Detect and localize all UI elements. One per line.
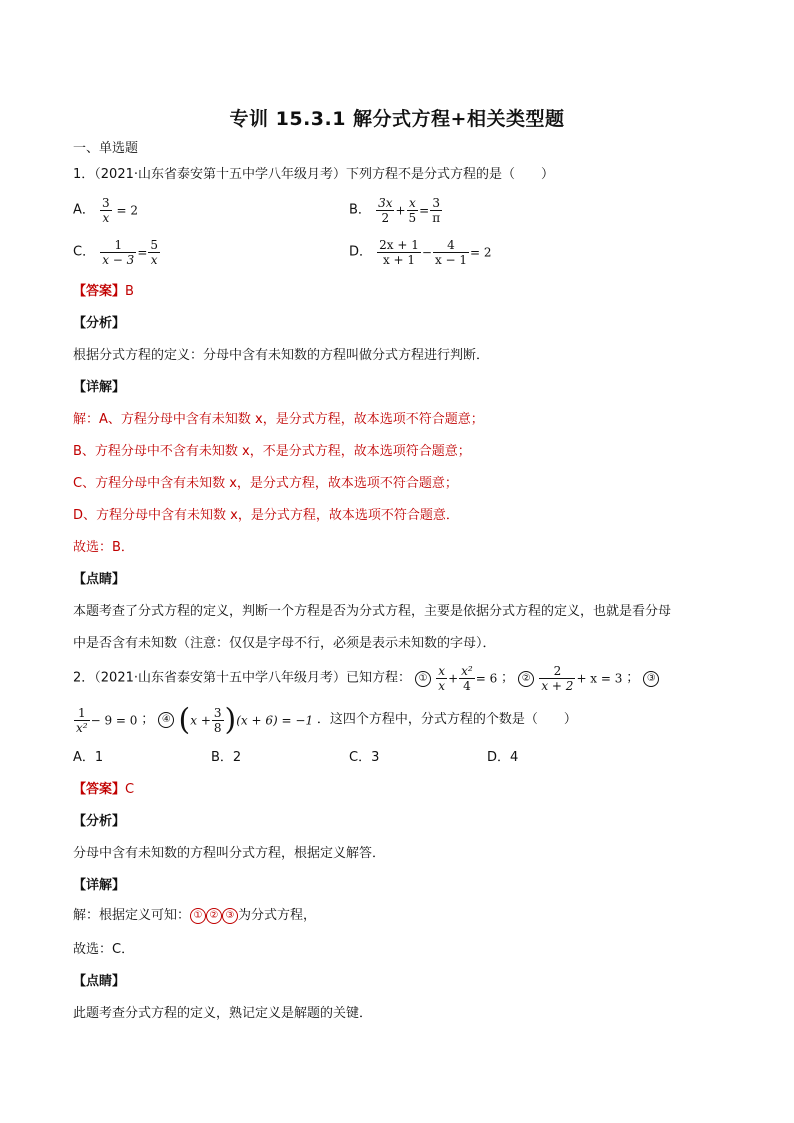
q2-option-d: D．4	[487, 750, 519, 765]
q2-analysis: 分母中含有未知数的方程叫分式方程，根据定义解答．	[73, 846, 386, 861]
q1-analysis-label: 【分析】	[73, 316, 126, 331]
q1-option-c: C． $\frac{1}{x - 3}$ = $\frac{5}{x}$	[73, 238, 159, 267]
q2-option-a: A．1	[73, 750, 104, 765]
q1-choose: 故选：B．	[73, 540, 134, 555]
circled-2: ②	[518, 671, 534, 687]
option-label: C．	[73, 244, 96, 260]
answer-label: 【答案】	[73, 782, 126, 797]
q1-option-d: D． $\frac{2x + 1}{x + 1}$ − $\frac{4}{x - 1}$ = 2	[349, 238, 492, 267]
q1-option-b: B． $\frac{3x}{2}$ + $\frac{x}{5}$ = $\frac{3}{\pi}$	[349, 196, 441, 225]
answer-label: 【答案】	[73, 284, 126, 299]
q1-comment-line: 中是否含有未知数（注意：仅仅是字母不行，必须是表示未知数的字母）．	[73, 636, 496, 651]
q1-detail-line: B、方程分母中不含有未知数 x，不是分式方程，故本选项符合题意；	[73, 444, 471, 459]
q2-comment: 此题考查分式方程的定义，熟记定义是解题的关键．	[73, 1006, 373, 1021]
answer-value: C	[125, 782, 135, 797]
q2-choose: 故选：C．	[73, 942, 135, 957]
q2-stem: 2．（2021·山东省泰安第十五中学八年级月考）已知方程：	[73, 670, 411, 686]
q1-detail-line: D、方程分母中含有未知数 x，是分式方程，故本选项不符合题意．	[73, 508, 459, 523]
answer-value: B	[125, 284, 134, 299]
q1-comment-label: 【点睛】	[73, 572, 126, 587]
q2-stem-line2: $\frac{1}{\text{x²}}$ − 9 = 0 ； ④ (x + $\frac{3}{8}$ )(x + 6) = −1 ．这四个方程中，分式方程的个数是（ ）	[76, 702, 577, 737]
q1-option-a: A． $\frac{3}{x}$ = 2	[73, 196, 139, 225]
option-label: D．	[349, 244, 373, 260]
q2-option-c: C．3	[349, 750, 380, 765]
q1-detail-line: C、方程分母中含有未知数 x，是分式方程，故本选项不符合题意；	[73, 476, 458, 491]
q1-answer	[73, 284, 134, 300]
section-heading: 一、单选题	[73, 141, 139, 156]
q2-detail-label: 【详解】	[73, 878, 126, 893]
q2-answer	[73, 782, 134, 798]
q2-analysis-label: 【分析】	[73, 814, 126, 829]
q2-comment-label: 【点睛】	[73, 974, 126, 989]
circled-3: ③	[643, 671, 659, 687]
q1-detail-line: 解：A、方程分母中含有未知数 x，是分式方程，故本选项不符合题意；	[73, 412, 484, 427]
option-label: B．	[349, 202, 371, 218]
q2-detail: 解：根据定义可知： ① ② ③ 为分式方程，	[73, 908, 317, 923]
q1-analysis: 根据分式方程的定义：分母中含有未知数的方程叫做分式方程进行判断．	[73, 348, 490, 363]
circled-1: ①	[190, 908, 206, 924]
q2-option-b: B．2	[211, 750, 242, 765]
q1-detail-label: 【详解】	[73, 380, 126, 395]
q2-stem-end: ．这四个方程中，分式方程的个数是（ ）	[316, 712, 577, 727]
circled-4: ④	[158, 712, 174, 728]
option-label: A．	[73, 202, 95, 218]
q1-comment-line: 本题考查了分式方程的定义，判断一个方程是否为分式方程，主要是依据分式方程的定义，也就是看分母	[73, 604, 672, 619]
circled-1: ①	[415, 671, 431, 687]
q2-stem-line1: 2．（2021·山东省泰安第十五中学八年级月考）已知方程： ① $\frac{x}{x}$ + $\frac{\text{x²}}{4}$ = 6 ； ② $\frac{2}{x + 2}$ + x = 3 ； ③	[73, 664, 659, 693]
q1-stem: 1．（2021·山东省泰安第十五中学八年级月考）下列方程不是分式方程的是（ ）	[73, 167, 554, 182]
page-title: 专训 15.3.1 解分式方程+相关类型题	[229, 108, 565, 130]
circled-2: ②	[206, 908, 222, 924]
circled-3: ③	[222, 908, 238, 924]
